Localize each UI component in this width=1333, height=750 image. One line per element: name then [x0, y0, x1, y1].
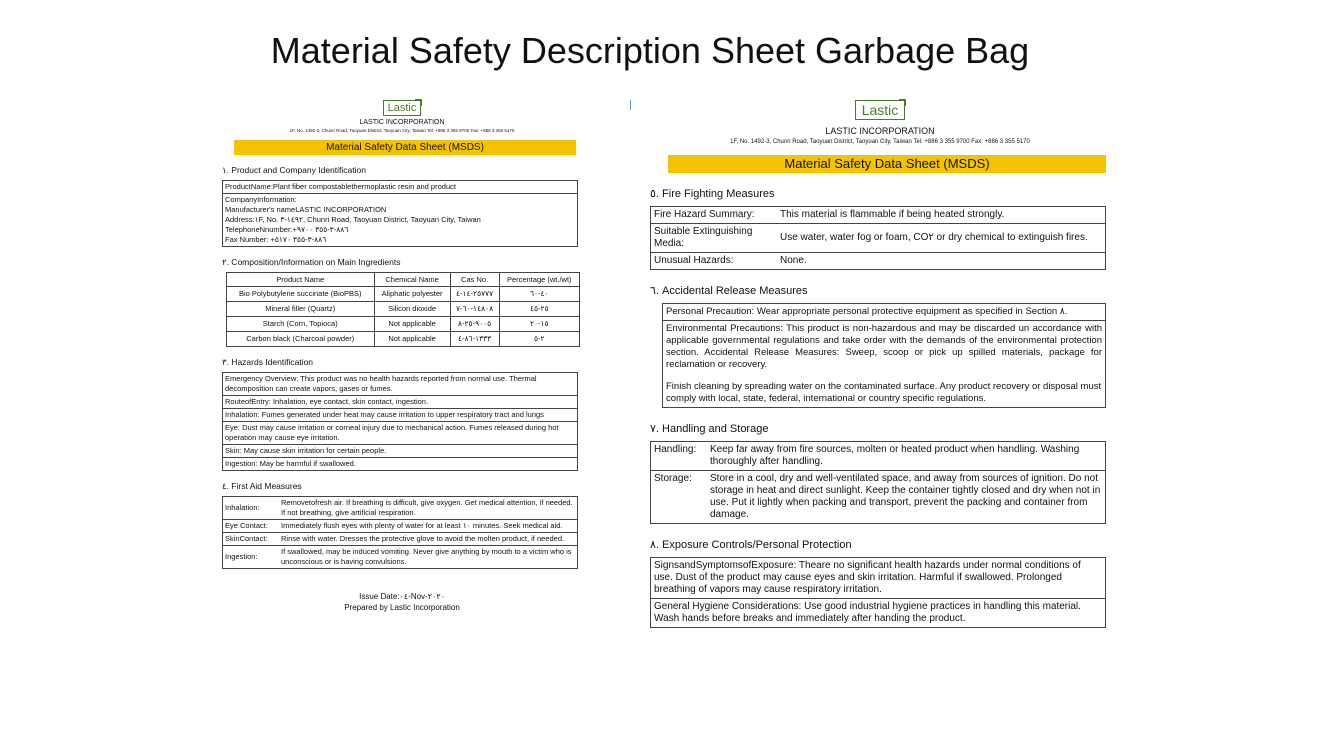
section-5-title: ٥. Fire Fighting Measures: [650, 188, 775, 200]
table-row: [663, 321, 1106, 408]
section-8-title: ٨. Exposure Controls/Personal Protection: [650, 539, 852, 551]
issue-date: Issue Date:٠٤-Nov-٢٠٢٠: [359, 592, 445, 601]
fire-fighting-table: [650, 206, 1106, 270]
slide-title: Material Safety Description Sheet Garbage Bag: [270, 30, 1030, 71]
comp-header: Cas No.: [450, 273, 499, 287]
fire-label: Unusual Hazards:: [651, 253, 778, 270]
hazard-cell: RouteofEntry: Inhalation, eye contact, skin contact, ingestion.: [223, 396, 578, 409]
storage-label: Storage:: [651, 471, 708, 524]
comp-cas-no: ٢٥٧٧٧-١٤-٤: [450, 287, 499, 302]
comp-chemical-name: Not applicable: [374, 317, 450, 332]
section-4-title: ٤. First Aid Measures: [222, 481, 302, 491]
table-row: [227, 317, 580, 332]
table-row: [223, 422, 578, 445]
msds-page-1: [222, 100, 582, 613]
comp-product-name: Starch (Corn, Topioca): [227, 317, 375, 332]
table-row: [227, 302, 580, 317]
handling-storage-table: [650, 441, 1106, 524]
exposure-cell: [651, 599, 1106, 628]
table-row: [651, 224, 1106, 253]
table-row: [223, 409, 578, 422]
table-row: [223, 546, 578, 569]
table-row: [663, 304, 1106, 321]
table-row: [223, 458, 578, 471]
table-row: [651, 207, 1106, 224]
first-aid-text: If swallowed, may be induced vomiting. Never give anything by mouth to a victim who is unconscious or is having convulsions.: [279, 546, 578, 569]
comp-product-name: Mineral filler (Quartz): [227, 302, 375, 317]
comp-cas-no: ١٣٣٣-٨٦-٤: [450, 332, 499, 347]
fire-label: Fire Hazard Summary:: [651, 207, 778, 224]
msds-page-2: [650, 100, 1110, 628]
environmental-label: Environmental Precautions:: [666, 323, 783, 334]
comp-header: Percentage (wt./wt): [499, 273, 580, 287]
exposure-text: Use good industrial hygiene practices in handling this material. Wash hands before breaks and immediately after handing the product.: [654, 601, 1081, 624]
company-address: 1F, No. 1492-3, Chunri Road, Taoyuan District, Taoyuan City, Taiwan Tel: +886 3 355 9700 Fax: +886 3 355 5170: [730, 139, 1030, 145]
table-row: [223, 533, 578, 546]
exposure-label: SignsandSymptomsofExposure:: [654, 560, 797, 571]
accidental-release-table: [662, 303, 1106, 408]
comp-cas-no: ٩٠٠٥-٢٥-٨: [450, 317, 499, 332]
table-row: [651, 471, 1106, 524]
comp-header: Product Name: [227, 273, 375, 287]
first-aid-label: SkinContact:: [223, 533, 280, 546]
table-row: [227, 332, 580, 347]
lastic-logo: Lastic: [383, 100, 422, 116]
comp-product-name: Carbon black (Charcoal powder): [227, 332, 375, 347]
exposure-table: [650, 557, 1106, 628]
company-info-label: CompanyInformation:: [225, 195, 297, 204]
section-1-table: [222, 180, 578, 247]
hazard-cell: Eye: Dust may cause irritation or corneal injury due to mechanical action. Fumes released during hot operation may cause eye irritation.: [223, 422, 578, 445]
comp-percentage: ٤٠-٦٠: [499, 287, 580, 302]
first-aid-label: Eye Contact:: [223, 520, 280, 533]
handling-text: Keep far away from fire sources, molten or heated product when handling. Washing thoroughly after handling.: [707, 442, 1106, 471]
comp-chemical-name: Silicon dioxide: [374, 302, 450, 317]
manufacturer: Manufacturer's nameLASTIC INCORPORATION: [225, 205, 387, 214]
hazards-table: [222, 372, 578, 471]
first-aid-text: Removetofresh air. If breathing is difficult, give oxygen. Get medical attention, if needed. If not breathing, give artificial respiration.: [279, 497, 578, 520]
prepared-by: Prepared by Lastic Incorporation: [344, 603, 460, 612]
environmental-cell: [663, 321, 1106, 408]
first-aid-text: Immediately flush eyes with plenty of water for at least ١٠ minutes. Seek medical aid.: [279, 520, 578, 533]
company-address: 1F, No. 1492-3, Chunri Road, Taoyuan District, Taoyuan City, Taiwan Tel: +886 3 355 9700 Fax: +886 3 355 5170: [289, 128, 515, 133]
comp-percentage: ٢-٥: [499, 332, 580, 347]
first-aid-label: Inhalation:: [223, 497, 280, 520]
handling-label: Handling:: [651, 442, 708, 471]
hazard-cell: Emergency Overview: This product was no health hazards reported from normal use. Thermal decomposition can create vapors, gases or fumes.: [223, 373, 578, 396]
comp-product-name: Bio Polybutylene succinate (BioPBS): [227, 287, 375, 302]
section-2-title: ٢. Composition/Information on Main Ingredients: [222, 257, 401, 267]
table-row: [223, 497, 578, 520]
hazard-cell: Inhalation: Fumes generated under heat may cause irritation to upper respiratory tract and lungs: [223, 409, 578, 422]
table-row: [651, 558, 1106, 599]
first-aid-label: Ingestion:: [223, 546, 280, 569]
fire-text: This material is flammable if being heated strongly.: [777, 207, 1106, 224]
telephone: TelephoneNnumber:+٨٨٦-٣-٣٥٥ ٩٧٠٠: [225, 225, 349, 234]
msds-banner: Material Safety Data Sheet (MSDS): [668, 155, 1106, 173]
table-row: [223, 373, 578, 396]
comp-percentage: ٢٥-٤٥: [499, 302, 580, 317]
table-row: [651, 253, 1106, 270]
table-row: [223, 520, 578, 533]
section-6-title: ٦. Accidental Release Measures: [650, 285, 808, 297]
comp-chemical-name: Aliphatic polyester: [374, 287, 450, 302]
table-row: [223, 396, 578, 409]
personal-precaution-label: Personal Precaution:: [666, 306, 755, 317]
table-row: [227, 287, 580, 302]
first-aid-table: [222, 496, 578, 569]
exposure-label: General Hygiene Considerations:: [654, 601, 802, 612]
fire-text: Use water, water fog or foam, CO٢ or dry chemical to extinguish fires.: [777, 224, 1106, 253]
text-cursor-marker: [630, 100, 631, 110]
company-name: LASTIC INCORPORATION: [825, 126, 935, 136]
environmental-text: This product is non-hazardous and may be discarded un accordance with applicable governmental regulations and take order with the demands of the environmental protection section. Accidental Release Measures: Sweep, scoop or pick up spilled materials, package for reclamation or recovery.: [666, 323, 1102, 370]
exposure-text: Theare no significant health hazards under normal conditions of use. Dust of the product may cause eyes and skin irritation. Harmful if swallowed. Prolonged breathing of vapors may cause respiratory irritation.: [654, 560, 1081, 595]
hazard-cell: Skin: May cause skin irritation for certain people.: [223, 445, 578, 458]
table-row: [651, 599, 1106, 628]
comp-cas-no: ١٤٨٠٨-٦٠-٧: [450, 302, 499, 317]
section-1-title: ١. Product and Company Identification: [222, 165, 366, 175]
fax: Fax Number: +٨٨٦-٣-٣٥٥ ٥١٧٠: [225, 235, 327, 244]
composition-table: [226, 272, 580, 347]
address: Address:١F, No. ١٤٩٢-٣, Chunri Road, Taoyuan District, Taoyuan City, Taiwan: [225, 215, 481, 224]
company-info-cell: [223, 194, 578, 247]
product-name-cell: ProductName:Plant fiber compostablethermoplastic resin and product: [223, 181, 578, 194]
table-row: [223, 445, 578, 458]
comp-chemical-name: Not applicable: [374, 332, 450, 347]
first-aid-text: Rinse with water. Dresses the protective glove to avoid the molten product, if needed.: [279, 533, 578, 546]
msds-banner: Material Safety Data Sheet (MSDS): [234, 140, 576, 155]
comp-header: Chemical Name: [374, 273, 450, 287]
storage-text: Store in a cool, dry and well-ventilated space, and away from sources of ignition. Do not storage in heat and direct sunlight. Keep the container tightly closed and dry when not in use. Put it lightly when packing and transport, prevent the packing and container from damage.: [707, 471, 1106, 524]
company-name: LASTIC INCORPORATION: [359, 119, 445, 126]
hazard-cell: Ingestion: May be harmful if swallowed.: [223, 458, 578, 471]
section-7-title: ٧. Handling and Storage: [650, 423, 769, 435]
lastic-logo: Lastic: [855, 100, 906, 120]
environmental-block: [666, 323, 1102, 371]
table-row: [651, 442, 1106, 471]
section-3-title: ٣. Hazards Identification: [222, 357, 314, 367]
fire-text: None.: [777, 253, 1106, 270]
comp-percentage: ١٥-٢٠: [499, 317, 580, 332]
personal-precaution-text: Wear appropriate personal protective equipment as specified in Section ٨.: [756, 306, 1068, 317]
personal-precaution-cell: [663, 304, 1106, 321]
cleaning-text: Finish cleaning by spreading water on the contaminated surface. Any product recovery or disposal must comply with local, state, federal, international or country specific regulations.: [666, 381, 1102, 404]
exposure-cell: [651, 558, 1106, 599]
fire-label: Suitable Extinguishing Media:: [651, 224, 778, 253]
issue-block: [222, 591, 582, 613]
